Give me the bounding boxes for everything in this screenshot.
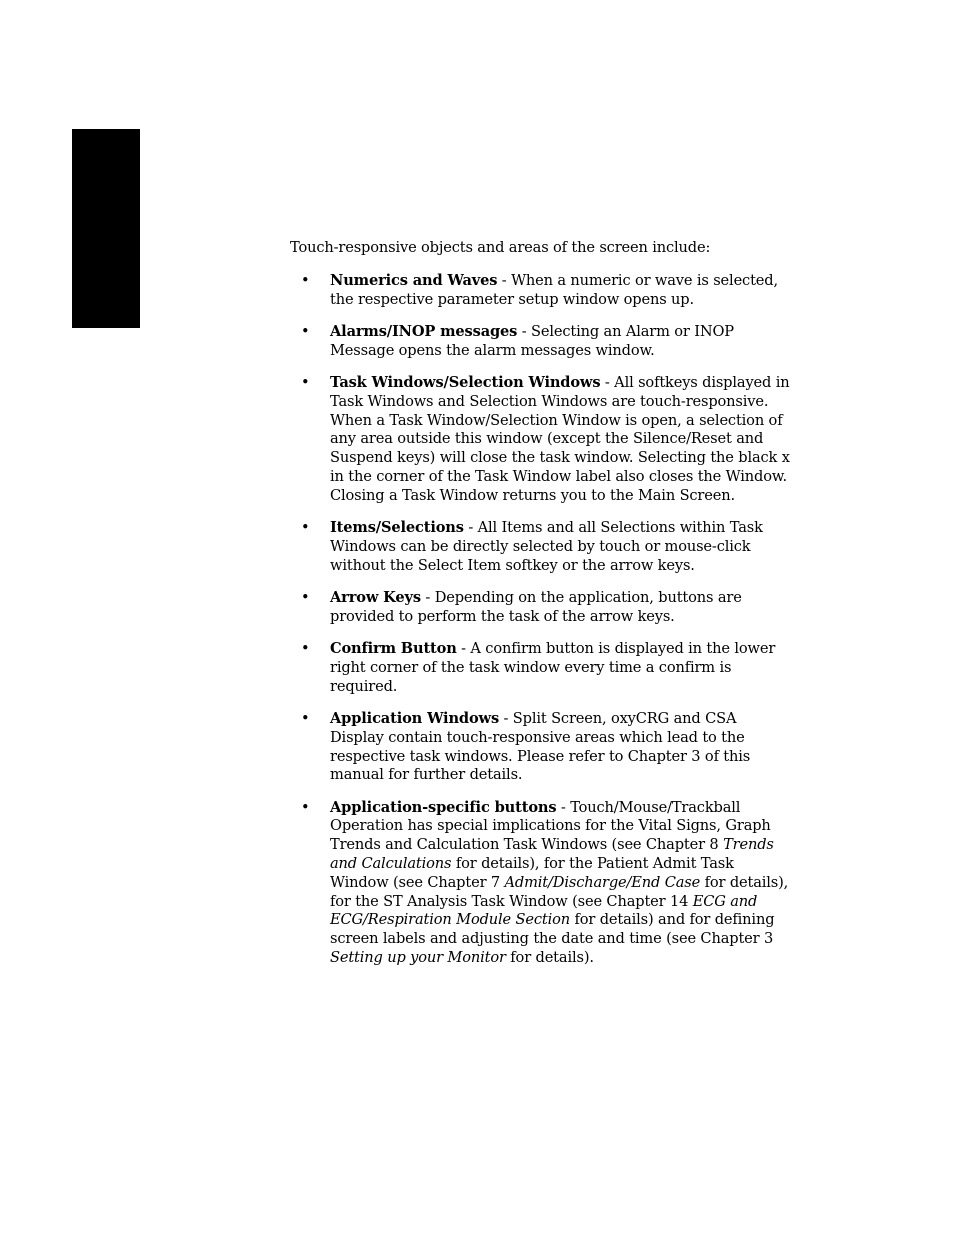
term-label: Application-specific buttons (330, 798, 557, 816)
bullet-icon: • (301, 588, 310, 606)
list-item-arrow-keys (290, 589, 790, 627)
term-label: Items/Selections (330, 519, 464, 537)
term-label: Arrow Keys (330, 588, 421, 606)
list-item-application-windows (290, 710, 790, 785)
document-body (290, 239, 790, 981)
bullet-icon: • (301, 640, 310, 658)
chapter-reference: Setting up your Monitor (330, 949, 506, 966)
term-description: - Depending on the application, buttons are provided to perform the task of the arrow keys. (330, 588, 742, 625)
chapter-reference: Trends and Calculations (330, 836, 774, 873)
bullet-icon: • (301, 798, 310, 816)
bullet-icon: • (301, 519, 310, 537)
touch-objects-list (290, 272, 790, 968)
description-part: for details), for the ST Analysis Task Window (see Chapter 14 (330, 873, 789, 910)
term-description: - All Items and all Selections within Task Windows can be directly selected by touch or mouse-click without the Select Item softkey or the arrow keys. (330, 519, 763, 574)
list-item-confirm-button (290, 640, 790, 696)
list-item-application-specific-buttons (290, 799, 790, 968)
term-label: Numerics and Waves (330, 271, 498, 289)
list-item-numerics-waves (290, 272, 790, 310)
description-part: for details). (505, 949, 594, 966)
list-item-alarms-inop (290, 323, 790, 361)
description-part: for details) and for defining screen labels and adjusting the date and time (see Chapter 3 (330, 911, 775, 948)
term-label: Application Windows (330, 709, 500, 727)
description-part: for details), for the Patient Admit Task Window (see Chapter 7 (330, 855, 734, 891)
term-description: - When a numeric or wave is selected, the respective parameter setup window opens up. (330, 271, 778, 308)
list-item-items-selections (290, 519, 790, 575)
term-label: Task Windows/Selection Windows (330, 373, 601, 391)
chapter-tab-marker (72, 129, 140, 328)
bullet-icon: • (301, 271, 310, 289)
term-description: - All softkeys displayed in Task Windows and Selection Windows are touch-responsive. When a Task Window/Selection Window is open, a selection of any area outside this window (except the Silence/Reset and Suspend keys) will close the task window. Selecting the black x in the corner of the Task Window label also closes the Window. Closing a Task Window returns you to the Main Screen. (330, 373, 790, 504)
intro-paragraph: Touch-responsive objects and areas of the screen include: (290, 239, 711, 256)
bullet-icon: • (301, 709, 310, 727)
term-description: - Split Screen, oxyCRG and CSA Display contain touch-responsive areas which lead to the respective task windows. Please refer to Chapter 3 of this manual for further details. (330, 709, 751, 784)
term-description: - Selecting an Alarm or INOP Message opens the alarm messages window. (330, 322, 734, 359)
chapter-reference: Admit/Discharge/End Case (504, 873, 701, 891)
term-label: Confirm Button (330, 640, 457, 658)
bullet-icon: • (301, 373, 310, 391)
description-part: - Touch/Mouse/Trackball Operation has special implications for the Vital Signs, Graph Trends and Calculation Task Windows (see Chapter 8 (330, 798, 771, 854)
term-description: - A confirm button is displayed in the lower right corner of the task window every time a confirm is required. (330, 640, 776, 695)
bullet-icon: • (301, 322, 310, 340)
list-item-task-windows (290, 374, 790, 506)
chapter-reference: ECG and ECG/Respiration Module Section (330, 892, 758, 929)
term-label: Alarms/INOP messages (330, 322, 518, 340)
